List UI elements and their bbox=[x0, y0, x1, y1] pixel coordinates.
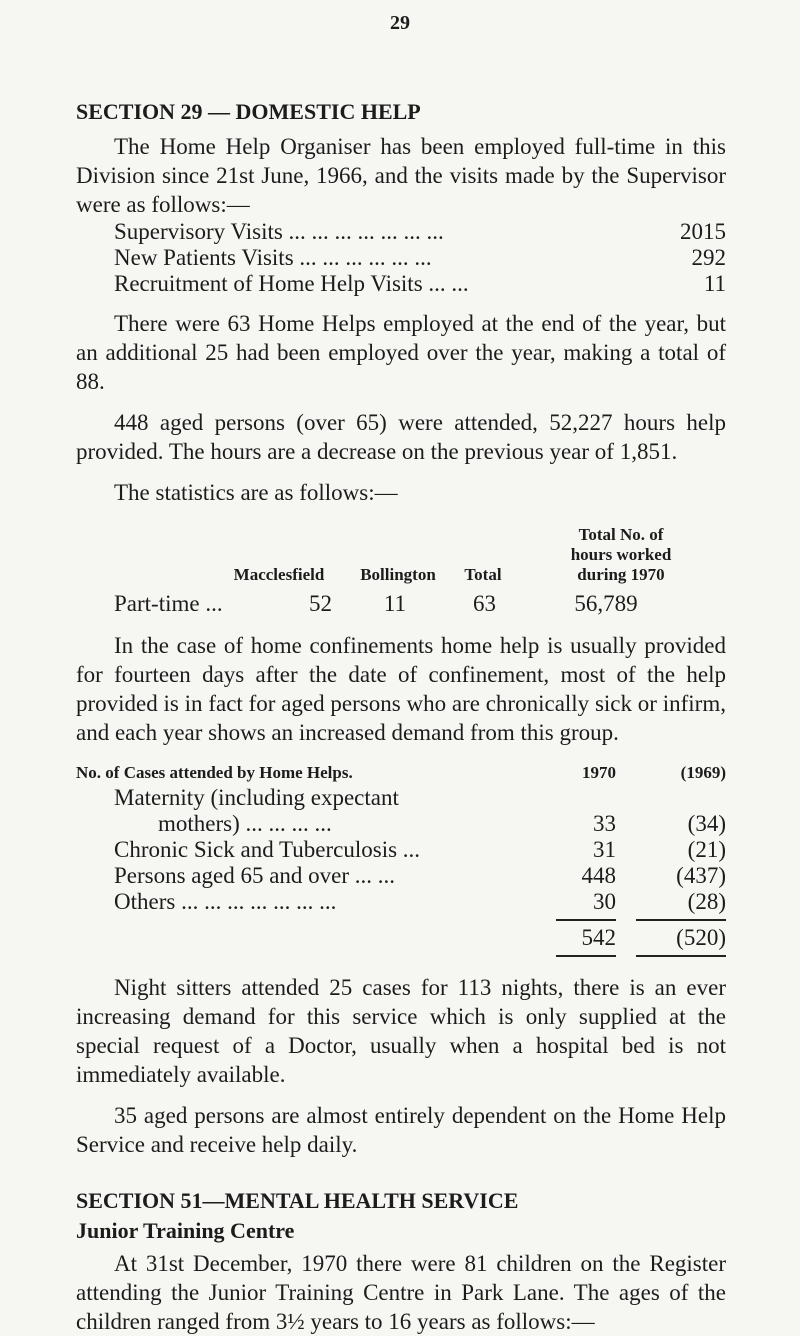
cases-row-maternity bbox=[76, 811, 726, 837]
cases-row-others bbox=[76, 889, 726, 915]
page-number: 29 bbox=[390, 12, 410, 34]
col-total: Total bbox=[464, 565, 502, 584]
total-rule-top bbox=[76, 915, 726, 925]
cases-table bbox=[76, 761, 726, 961]
maternity-1970: 33 bbox=[593, 811, 616, 836]
divider bbox=[636, 955, 726, 961]
cases-row-maternity-line1 bbox=[76, 785, 726, 811]
maternity-label-cont: mothers) ... ... ... ... bbox=[158, 811, 332, 836]
chronic-1969: (21) bbox=[687, 837, 726, 862]
total-value: 63 bbox=[473, 591, 496, 616]
visit-value: 11 bbox=[703, 271, 726, 296]
chronic-label: Chronic Sick and Tuberculosis ... bbox=[114, 837, 421, 862]
divider bbox=[556, 955, 616, 961]
cases-row-total bbox=[76, 925, 726, 951]
total-rule-bottom bbox=[76, 951, 726, 961]
cases-header-1969: (1969) bbox=[680, 763, 726, 782]
persons-label: Persons aged 65 and over ... ... bbox=[114, 863, 396, 888]
visit-label: Supervisory Visits ... ... ... ... ... ... ... bbox=[114, 219, 444, 244]
cases-row-chronic bbox=[76, 837, 726, 863]
chronic-1970: 31 bbox=[593, 837, 616, 862]
bollington-value: 11 bbox=[383, 591, 406, 616]
page-content bbox=[76, 98, 726, 1336]
visit-value: 2015 bbox=[680, 219, 726, 244]
persons-1969: (437) bbox=[676, 863, 726, 888]
maternity-label: Maternity (including expectant bbox=[114, 785, 399, 810]
cases-header bbox=[76, 761, 726, 785]
others-1969: (28) bbox=[687, 889, 726, 914]
statistics-row bbox=[76, 589, 726, 619]
statistics-header bbox=[76, 521, 726, 589]
training-centre-paragraph: At 31st December, 1970 there were 81 children on the Register attending the Junior Training Centre in Park Lane. The ages of the children ranged from 3½ years to 16 years as follows:— bbox=[76, 1251, 726, 1334]
maternity-1969: (34) bbox=[687, 811, 726, 836]
intro-paragraph: The Home Help Organiser has been employed full-time in this Division since 21st June, 1966, and the visits made by the Supervisor were as follows:— bbox=[76, 134, 726, 217]
cases-header-1970: 1970 bbox=[582, 763, 616, 782]
visit-value: 292 bbox=[691, 245, 726, 270]
col-macclesfield: Macclesfield bbox=[233, 565, 325, 584]
visits-list bbox=[76, 219, 726, 297]
visit-row bbox=[76, 219, 726, 245]
section-29-title: SECTION 29 — DOMESTIC HELP bbox=[76, 99, 421, 124]
row-label: Part-time ... bbox=[114, 591, 223, 616]
cases-header-label: No. of Cases attended by Home Helps. bbox=[76, 763, 353, 782]
statistics-intro: The statistics are as follows:— bbox=[114, 480, 398, 505]
junior-training-centre-heading: Junior Training Centre bbox=[76, 1218, 295, 1243]
confinement-paragraph: In the case of home confinements home help is usually provided for fourteen days after the date of confinement, most of the help provided is in fact for aged persons who are chronically sick or infirm, and each year shows an increased demand from this group. bbox=[76, 633, 726, 745]
visit-label: New Patients Visits ... ... ... ... ... ... bbox=[114, 245, 432, 270]
dependent-paragraph: 35 aged persons are almost entirely dependent on the Home Help Service and receive help daily. bbox=[76, 1103, 726, 1157]
section-51-title: SECTION 51—MENTAL HEALTH SERVICE bbox=[76, 1188, 519, 1213]
col-hours-line1: Total No. of bbox=[578, 525, 664, 544]
cases-row-persons bbox=[76, 863, 726, 889]
col-hours-line2: hours worked bbox=[570, 545, 672, 564]
total-1969: (520) bbox=[676, 925, 726, 950]
aged-persons-paragraph: 448 aged persons (over 65) were attended, 52,227 hours help provided. The hours are a decrease on the previous year of 1,851. bbox=[76, 410, 726, 464]
macclesfield-value: 52 bbox=[309, 591, 332, 616]
persons-1970: 448 bbox=[581, 863, 616, 888]
total-1970: 542 bbox=[581, 925, 616, 950]
col-hours-line3: during 1970 bbox=[577, 565, 665, 584]
others-1970: 30 bbox=[593, 889, 616, 914]
others-label: Others ... ... ... ... ... ... ... bbox=[114, 889, 337, 914]
hours-value: 56,789 bbox=[574, 591, 638, 616]
visit-label: Recruitment of Home Help Visits ... ... bbox=[114, 271, 469, 296]
col-bollington: Bollington bbox=[360, 565, 436, 584]
night-sitters-paragraph: Night sitters attended 25 cases for 113 nights, there is an ever increasing demand for this service which is only supplied at the special request of a Doctor, usually when a hospital bed is not immediately available. bbox=[76, 975, 726, 1087]
visit-row bbox=[76, 245, 726, 271]
home-helps-paragraph: There were 63 Home Helps employed at the end of the year, but an additional 25 had been employed over the year, making a total of 88. bbox=[76, 311, 726, 394]
visit-row bbox=[76, 271, 726, 297]
